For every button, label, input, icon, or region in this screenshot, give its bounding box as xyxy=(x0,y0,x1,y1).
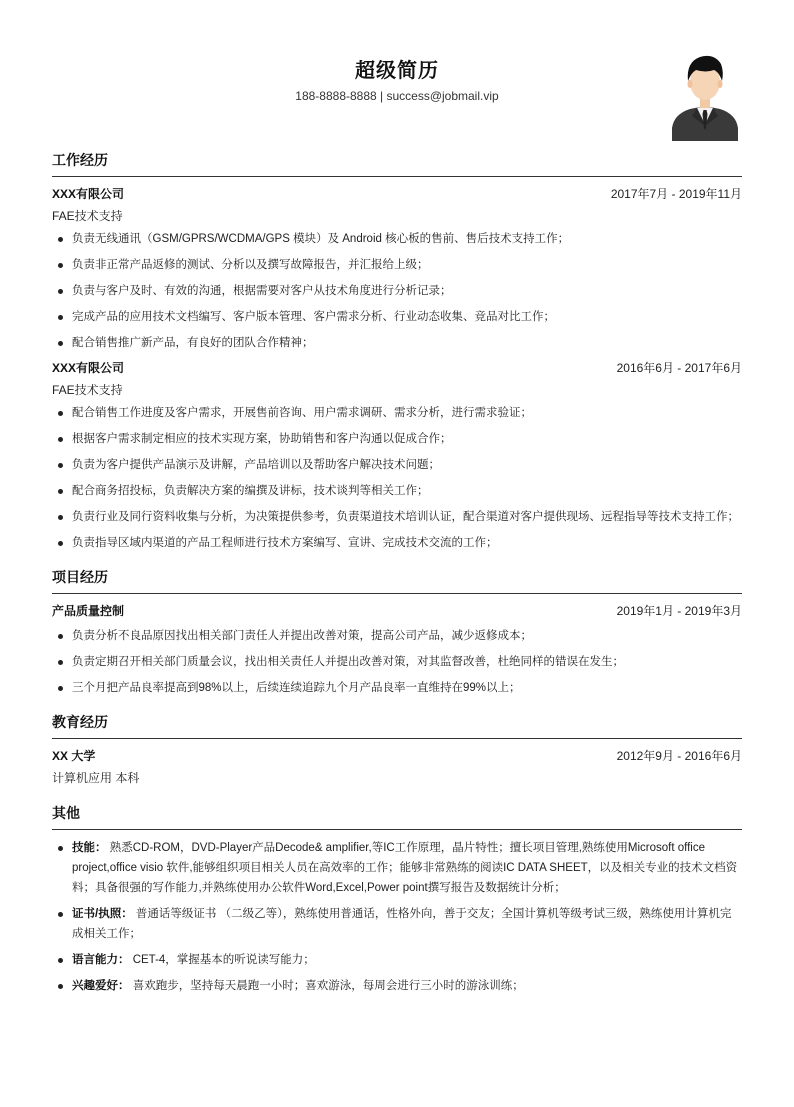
list-item: 配合销售工作进度及客户需求，开展售前咨询、用户需求调研、需求分析，进行需求验证； xyxy=(72,403,742,423)
company-name: XXX有限公司 xyxy=(52,187,125,201)
list-item: 负责与客户及时、有效的沟通，根据需要对客户从技术角度进行分析记录； xyxy=(72,281,742,301)
item-label: 语言能力： xyxy=(72,954,130,966)
resume-page xyxy=(52,0,742,1002)
section-title-projects: 项目经历 xyxy=(52,567,742,594)
company-name: XXX有限公司 xyxy=(52,361,125,375)
list-item: 完成产品的应用技术文档编写、客户版本管理、客户需求分析、行业动态收集、竞品对比工作； xyxy=(72,307,742,327)
list-item: 负责无线通讯（GSM/GPRS/WCDMA/GPS 模块）及 Android 核心板的售前、售后技术支持工作； xyxy=(72,229,742,249)
item-text: 普通话等级证书 （二级乙等），熟练使用普通话，性格外向，善于交友；全国计算机等级考试三级，熟练使用计算机完成相关工作； xyxy=(72,908,732,940)
list-item: 负责定期召开相关部门质量会议，找出相关责任人并提出改善对策，对其监督改善，杜绝同样的错误在发生； xyxy=(72,652,742,672)
list-item: 配合商务招投标，负责解决方案的编撰及讲标，技术谈判等相关工作； xyxy=(72,481,742,501)
job-role: FAE技术支持 xyxy=(52,383,123,397)
section-title-work: 工作经历 xyxy=(52,150,742,177)
resume-header xyxy=(52,0,742,150)
duty-list xyxy=(52,403,742,553)
project-list xyxy=(52,626,742,698)
project-experience-section xyxy=(52,567,742,698)
other-section xyxy=(52,803,742,996)
list-item xyxy=(72,838,742,898)
item-label: 兴趣爱好： xyxy=(72,980,130,992)
contact-info: 188-8888-8888 | success@jobmail.vip xyxy=(295,89,499,103)
list-item: 三个月把产品良率提高到98%以上，后续连续追踪九个月产品良率一直维持在99%以上； xyxy=(72,678,742,698)
date-range: 2017年7月 - 2019年11月 xyxy=(610,187,742,201)
project-entry xyxy=(52,602,742,698)
list-item xyxy=(72,904,742,944)
date-range: 2019年1月 - 2019年3月 xyxy=(616,604,742,618)
list-item: 负责行业及同行资料收集与分析，为决策提供参考，负责渠道技术培训认证，配合渠道对客户提供现场、远程指导等技术支持工作； xyxy=(72,507,742,527)
date-range: 2012年9月 - 2016年6月 xyxy=(616,749,742,763)
work-experience-section xyxy=(52,150,742,553)
list-item: 负责指导区域内渠道的产品工程师进行技术方案编写、宣讲、完成技术交流的工作； xyxy=(72,533,742,553)
item-text: CET-4，掌握基本的听说读写能力； xyxy=(132,954,315,966)
list-item: 配合销售推广新产品，有良好的团队合作精神； xyxy=(72,333,742,353)
work-entry xyxy=(52,359,742,553)
list-item xyxy=(72,976,742,996)
work-entry xyxy=(52,185,742,353)
list-item: 负责分析不良品原因找出相关部门责任人并提出改善对策，提高公司产品，减少返修成本； xyxy=(72,626,742,646)
education-section xyxy=(52,712,742,787)
job-role: FAE技术支持 xyxy=(52,209,123,223)
section-title-education: 教育经历 xyxy=(52,712,742,739)
section-title-other: 其他 xyxy=(52,803,742,830)
project-name: 产品质量控制 xyxy=(52,604,125,618)
school-name: XX 大学 xyxy=(52,749,96,763)
duty-list xyxy=(52,229,742,353)
item-text: 喜欢跑步，坚持每天晨跑一小时；喜欢游泳，每周会进行三小时的游泳训练； xyxy=(132,980,524,992)
list-item: 负责非正常产品返修的测试、分析以及撰写故障报告，并汇报给上级； xyxy=(72,255,742,275)
avatar-portrait xyxy=(670,48,740,141)
item-text: 熟悉CD-ROM，DVD-Player产品Decode& amplifier,等IC工作原理，晶片特性；擅长项目管理,熟练使用Microsoft office project,office visio 软件,能够组织项目相关人员在高效率的工作；能够非常熟练的阅读IC DATA SHEET，以及相关专业的技术文档资料；具备很强的写作能力,并熟练使用办公软件Word,Excel,Power point撰写报告及数据统计分析； xyxy=(72,842,738,894)
candidate-name: 超级简历 xyxy=(355,60,439,82)
item-label: 技能： xyxy=(72,842,107,854)
other-list xyxy=(52,838,742,996)
list-item xyxy=(72,950,742,970)
item-label: 证书/执照： xyxy=(72,908,133,920)
major-degree: 计算机应用 本科 xyxy=(52,771,140,785)
list-item: 根据客户需求制定相应的技术实现方案，协助销售和客户沟通以促成合作； xyxy=(72,429,742,449)
date-range: 2016年6月 - 2017年6月 xyxy=(616,361,742,375)
list-item: 负责为客户提供产品演示及讲解，产品培训以及帮助客户解决技术问题； xyxy=(72,455,742,475)
